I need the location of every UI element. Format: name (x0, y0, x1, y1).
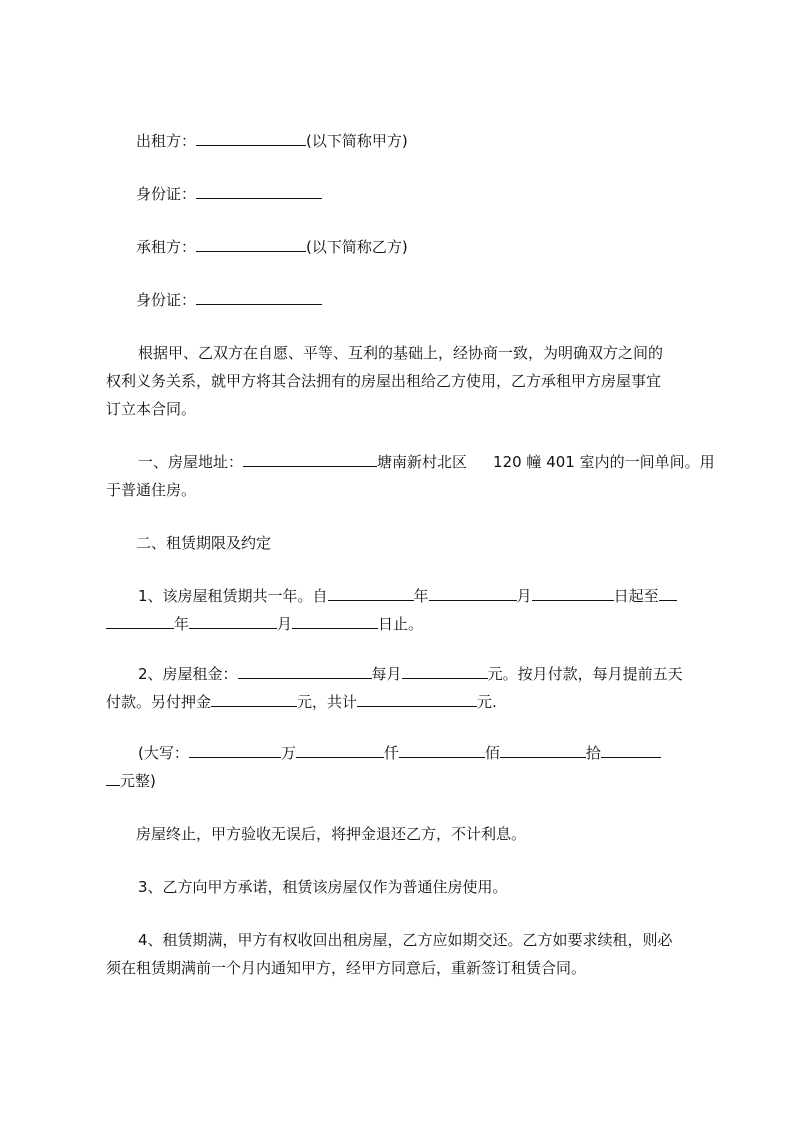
month2-label: 月 (277, 615, 293, 633)
lessee-id-label: 身份证： (136, 291, 197, 309)
bai-field[interactable] (399, 743, 485, 758)
lessee-line (136, 237, 408, 257)
section-2-title: 二、租赁期限及约定 (136, 534, 272, 552)
address-building: 120 幢 401 室内的一间单间。用 (493, 453, 715, 471)
clause-1-prefix: 1、该房屋租赁期共一年。自 (138, 587, 328, 605)
total-label: 元，共计 (297, 693, 358, 711)
wan-field[interactable] (189, 743, 281, 758)
qian-field[interactable] (296, 743, 384, 758)
yuan-end-label: 元. (477, 693, 497, 711)
clause-1-line-1 (138, 586, 677, 606)
yuan-pay-text: 元。按月付款，每月提前五天 (487, 665, 683, 683)
clause-2-prefix: 2、房屋租金： (138, 665, 238, 683)
wan-label: 万 (280, 744, 296, 762)
lessee-note: (以下简称乙方) (306, 238, 408, 256)
lessor-line (136, 131, 408, 151)
yuan-field-b[interactable] (106, 771, 120, 786)
address-field[interactable] (243, 452, 377, 467)
year2-label: 年 (174, 615, 190, 633)
lessor-label: 出租方： (136, 132, 197, 150)
capital-line-1 (138, 743, 661, 763)
month-label: 月 (516, 587, 532, 605)
start-day-field[interactable] (532, 586, 614, 601)
capital-line-2 (106, 771, 156, 791)
lessee-label: 承租方： (136, 238, 197, 256)
bai-label: 佰 (484, 744, 500, 762)
address-line (138, 452, 715, 472)
rent-field[interactable] (238, 664, 372, 679)
day-end-label: 日止。 (378, 615, 424, 633)
capital-end: 元整) (120, 772, 156, 790)
total-field[interactable] (357, 692, 477, 707)
end-day-field[interactable] (292, 614, 378, 629)
monthly-rent-field[interactable] (402, 664, 488, 679)
address-text: 塘南新村北区 (377, 453, 468, 471)
shi-field[interactable] (500, 743, 586, 758)
clause-2-line-2 (106, 692, 497, 712)
clause-2-line-1 (138, 664, 683, 684)
lessee-name-field[interactable] (196, 237, 306, 252)
end-month-field[interactable] (189, 614, 277, 629)
start-year-field[interactable] (328, 586, 414, 601)
lessee-id-line (136, 290, 322, 310)
clause-3: 3、乙方向甲方承诺，租赁该房屋仅作为普通住房使用。 (138, 878, 508, 896)
shi-label: 拾 (585, 744, 601, 762)
lessor-id-label: 身份证： (136, 185, 197, 203)
preamble-line-2: 权利义务关系，就甲方将其合法拥有的房屋出租给乙方使用，乙方承租甲方房屋事宜 (106, 372, 662, 390)
clause-4-line-2: 须在租赁期满前一个月内通知甲方，经甲方同意后，重新签订租赁合同。 (106, 959, 587, 977)
deposit-note: 房屋终止，甲方验收无误后，将押金退还乙方，不计利息。 (136, 825, 527, 843)
lessor-id-line (136, 184, 322, 204)
deposit-prefix: 付款。另付押金 (106, 693, 212, 711)
lessor-note: (以下简称甲方) (306, 132, 408, 150)
lessor-name-field[interactable] (196, 131, 306, 146)
preamble-line-1: 根据甲、乙双方在自愿、平等、互利的基础上，经协商一致，为明确双方之间的 (138, 344, 664, 362)
address-line-2: 于普通住房。 (106, 481, 197, 499)
end-year-field-a[interactable] (659, 586, 677, 601)
qian-label: 仟 (383, 744, 399, 762)
start-month-field[interactable] (429, 586, 517, 601)
lessee-id-field[interactable] (196, 290, 322, 305)
deposit-field[interactable] (211, 692, 297, 707)
clause-1-line-2 (106, 614, 423, 634)
address-label: 一、房屋地址： (138, 453, 244, 471)
lessor-id-field[interactable] (196, 184, 322, 199)
per-month-label: 每月 (371, 665, 402, 683)
clause-4-line-1: 4、租赁期满，甲方有权收回出租房屋，乙方应如期交还。乙方如要求续租，则必 (138, 931, 673, 949)
preamble-line-3: 订立本合同。 (106, 400, 197, 418)
year-label: 年 (413, 587, 429, 605)
end-year-field-b[interactable] (106, 614, 174, 629)
yuan-field-a[interactable] (601, 743, 661, 758)
day-from-label: 日起至 (613, 587, 659, 605)
capital-prefix: (大写： (138, 744, 189, 762)
